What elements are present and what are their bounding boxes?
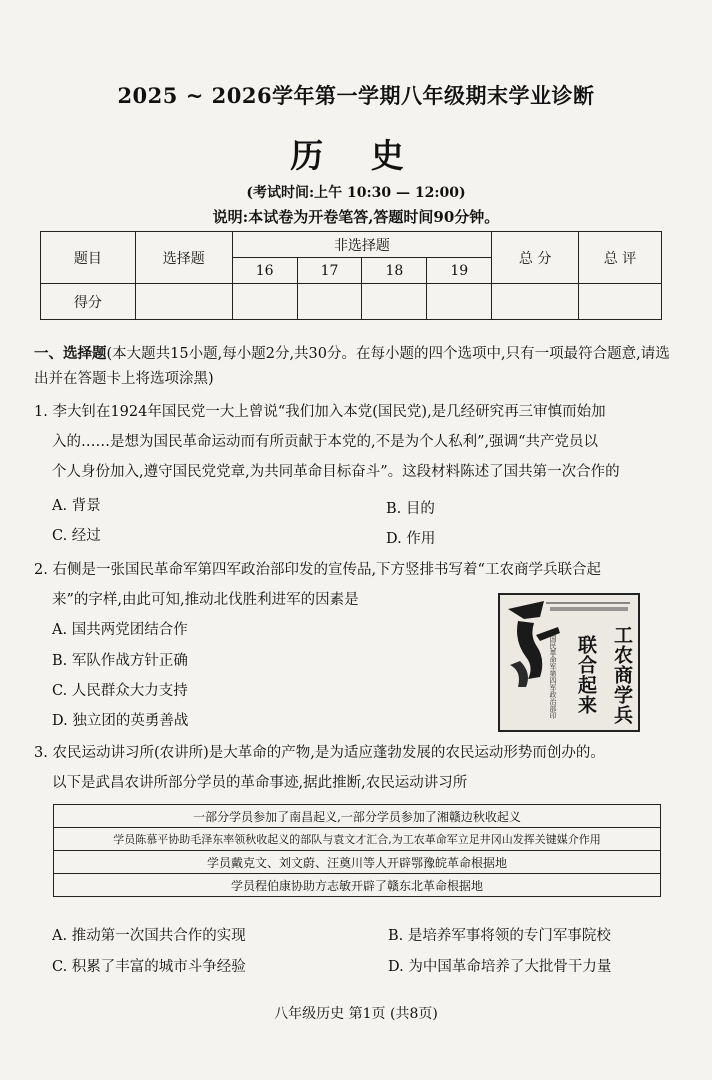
q3-option-a[interactable]: A. 推动第一次国共合作的实现 bbox=[52, 928, 246, 944]
record-row: 学员戴克文、刘文蔚、汪奠川等人开辟鄂豫皖革命根据地 bbox=[54, 851, 661, 874]
exam-time: (考试时间:上午 10:30 — 12:00) bbox=[246, 185, 466, 201]
q2-option-b[interactable]: B. 军队作战方针正确 bbox=[52, 653, 188, 669]
exam-title: 2025 ~ 2026学年第一学期八年级期末学业诊断 bbox=[117, 83, 595, 108]
score-header-question: 题目 bbox=[41, 232, 136, 284]
section-one-intro bbox=[34, 341, 674, 392]
question-1 bbox=[34, 397, 674, 487]
score-cell-17[interactable] bbox=[297, 284, 362, 320]
question-1-line: 个人身份加入,遵守国民党党章,为共同革命目标奋斗”。这段材料陈述了国共第一次合作的 bbox=[52, 464, 620, 480]
score-subheader-18: 18 bbox=[362, 258, 427, 284]
q1-option-b[interactable]: B. 目的 bbox=[386, 501, 435, 517]
q3-option-d[interactable]: D. 为中国革命培养了大批骨干力量 bbox=[388, 959, 612, 975]
poster-slogan-col1: 工农商学兵 bbox=[611, 625, 633, 725]
section-one-desc: (本大题共15小题,每小题2分,共30分。在每小题的四个选项中,只有一项最符合题意,请选出并在答题卡上将选项涂黑) bbox=[34, 346, 670, 387]
record-row: 一部分学员参加了南昌起义,一部分学员参加了湘赣边秋收起义 bbox=[54, 805, 661, 828]
poster-caption: 国民革命军第四军政治部印 bbox=[549, 635, 557, 719]
score-cell-total[interactable] bbox=[492, 284, 579, 320]
record-row: 学员程伯康协助方志敏开辟了赣东北革命根据地 bbox=[54, 874, 661, 897]
score-subheader-19: 19 bbox=[427, 258, 492, 284]
score-cell-review[interactable] bbox=[579, 284, 662, 320]
question-1-line: 入的……是想为国民革命运动而有所贡献于本党的,不是为个人私利”,强调“共产党员以 bbox=[52, 434, 599, 450]
q2-option-a[interactable]: A. 国共两党团结合作 bbox=[52, 622, 188, 638]
q2-option-c[interactable]: C. 人民群众大力支持 bbox=[52, 683, 188, 699]
score-subheader-17: 17 bbox=[297, 258, 362, 284]
student-records-table bbox=[53, 804, 661, 897]
score-table bbox=[40, 231, 662, 320]
q1-option-a[interactable]: A. 背景 bbox=[52, 498, 101, 514]
score-subheader-16: 16 bbox=[232, 258, 297, 284]
exam-instructions: 说明:本试卷为开卷笔答,答题时间90分钟。 bbox=[212, 208, 500, 226]
poster-slogan-col2: 联合起来 bbox=[575, 635, 597, 715]
question-2-line: 来”的字样,由此可知,推动北伐胜利进军的因素是 bbox=[52, 592, 359, 608]
score-cell-18[interactable] bbox=[362, 284, 427, 320]
q3-option-c[interactable]: C. 积累了丰富的城市斗争经验 bbox=[52, 959, 246, 975]
score-header-choice: 选择题 bbox=[135, 232, 232, 284]
q2-option-d[interactable]: D. 独立团的英勇善战 bbox=[52, 713, 189, 729]
q1-option-c[interactable]: C. 经过 bbox=[52, 528, 101, 544]
page-footer: 八年级历史 第1页 (共8页) bbox=[274, 1006, 438, 1022]
score-header-review: 总 评 bbox=[579, 232, 662, 284]
question-3-line: 3. 农民运动讲习所(农讲所)是大革命的产物,是为适应蓬勃发展的农民运动形势而创办的。 bbox=[34, 745, 605, 761]
subject-title: 历 史 bbox=[290, 136, 422, 175]
score-cell-16[interactable] bbox=[232, 284, 297, 320]
score-header-total: 总 分 bbox=[492, 232, 579, 284]
score-cell-19[interactable] bbox=[427, 284, 492, 320]
score-header-nonchoice: 非选择题 bbox=[232, 232, 492, 258]
question-2-line: 2. 右侧是一张国民革命军第四军政治部印发的宣传品,下方竖排书写着“工农商学兵联合起 bbox=[34, 562, 601, 578]
q1-option-d[interactable]: D. 作用 bbox=[386, 531, 436, 547]
question-3 bbox=[34, 738, 674, 798]
record-row: 学员陈慕平协助毛泽东率领秋收起义的部队与袁文才汇合,为工农革命军立足井冈山发挥关键媒介作用 bbox=[54, 828, 661, 851]
section-one-heading: 一、选择题 bbox=[34, 345, 107, 362]
question-3-line: 以下是武昌农讲所部分学员的革命事迹,据此推断,农民运动讲习所 bbox=[52, 775, 468, 791]
score-cell-choice[interactable] bbox=[135, 284, 232, 320]
propaganda-poster bbox=[498, 593, 640, 732]
q3-option-b[interactable]: B. 是培养军事将领的专门军事院校 bbox=[388, 928, 611, 944]
question-1-line: 1. 李大钊在1924年国民党一大上曾说“我们加入本党(国民党),是几经研究再三审慎而始加 bbox=[34, 404, 606, 420]
score-row-label: 得分 bbox=[41, 284, 136, 320]
